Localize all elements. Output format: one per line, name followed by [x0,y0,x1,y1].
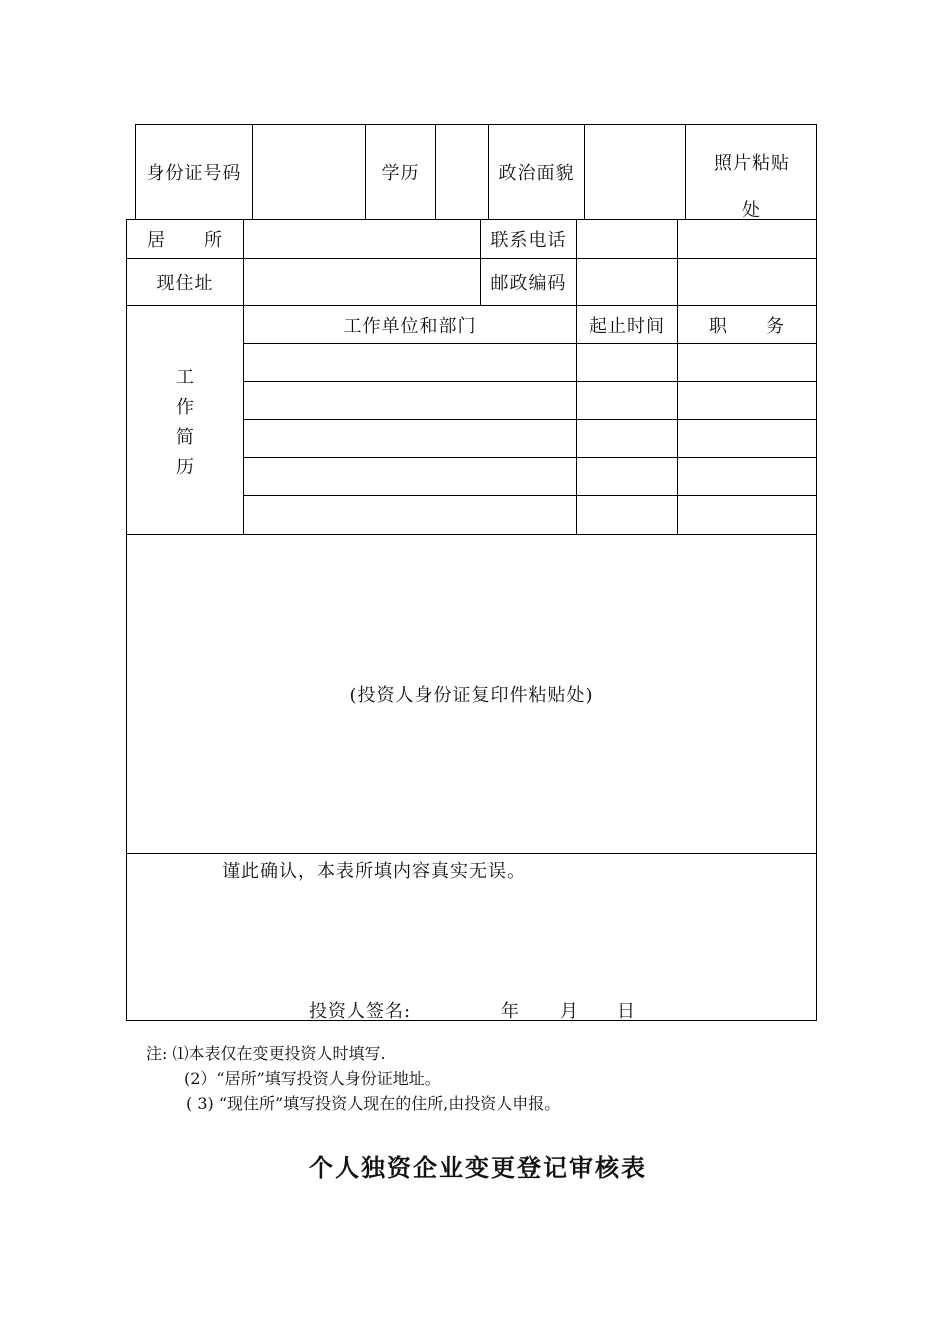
form-title: 个人独资企业变更登记审核表 [309,1153,647,1182]
education-field[interactable] [436,125,488,219]
id-number-field[interactable] [253,125,365,219]
work-row-line [243,495,817,496]
phone-field[interactable] [577,220,677,258]
work-history-side-label [170,363,200,483]
work-history-char: 作 [176,397,194,418]
photo-area-label-line1: 照片粘贴 [714,153,790,174]
work-row-line [243,419,817,420]
date-month-label: 月 [560,1001,579,1022]
postcode-field[interactable] [577,259,677,305]
col-header-work-unit: 工作单位和部门 [343,315,477,337]
postcode-label: 邮政编码 [490,273,567,294]
position-col-divider [677,219,678,535]
photo-area-label-line2: 处 [742,200,761,221]
note-2: (2）“居所”填写投资人身份证地址。 [184,1069,441,1088]
political-status-field[interactable] [585,125,685,219]
signature-label: 投资人签名: [309,1001,412,1022]
id-copy-paste-area: (投资人身份证复印件粘贴处) [349,685,594,706]
work-row-line [243,457,817,458]
date-year-label: 年 [501,1001,520,1022]
political-status-label: 政治面貌 [498,163,575,184]
note-3: ( 3) “现住所”填写投资人现在的住所,由投资人申报。 [186,1094,561,1113]
education-label: 学历 [381,163,420,184]
table-bottom-border [126,1020,817,1021]
work-row-line [243,381,817,382]
phone-label: 联系电话 [490,230,567,251]
current-address-field[interactable] [244,259,480,305]
confirm-top-border [126,853,817,854]
current-address-label: 现住址 [156,273,214,294]
residence-field[interactable] [244,220,480,258]
residence-label: 居 所 [147,230,223,251]
col-header-period: 起止时间 [589,315,665,337]
col-header-position: 职 务 [709,315,785,337]
note-1: 注: ⑴本表仅在变更投资人时填写. [146,1044,386,1063]
work-history-char: 工 [176,367,194,388]
date-day-label: 日 [617,1001,636,1022]
row1-divider [685,124,686,220]
confirmation-statement: 谨此确认，本表所填内容真实无误。 [222,861,526,882]
work-history-char: 历 [176,457,194,478]
id-number-label: 身份证号码 [146,163,242,184]
work-history-char: 简 [176,427,194,448]
work-row-line [243,343,817,344]
